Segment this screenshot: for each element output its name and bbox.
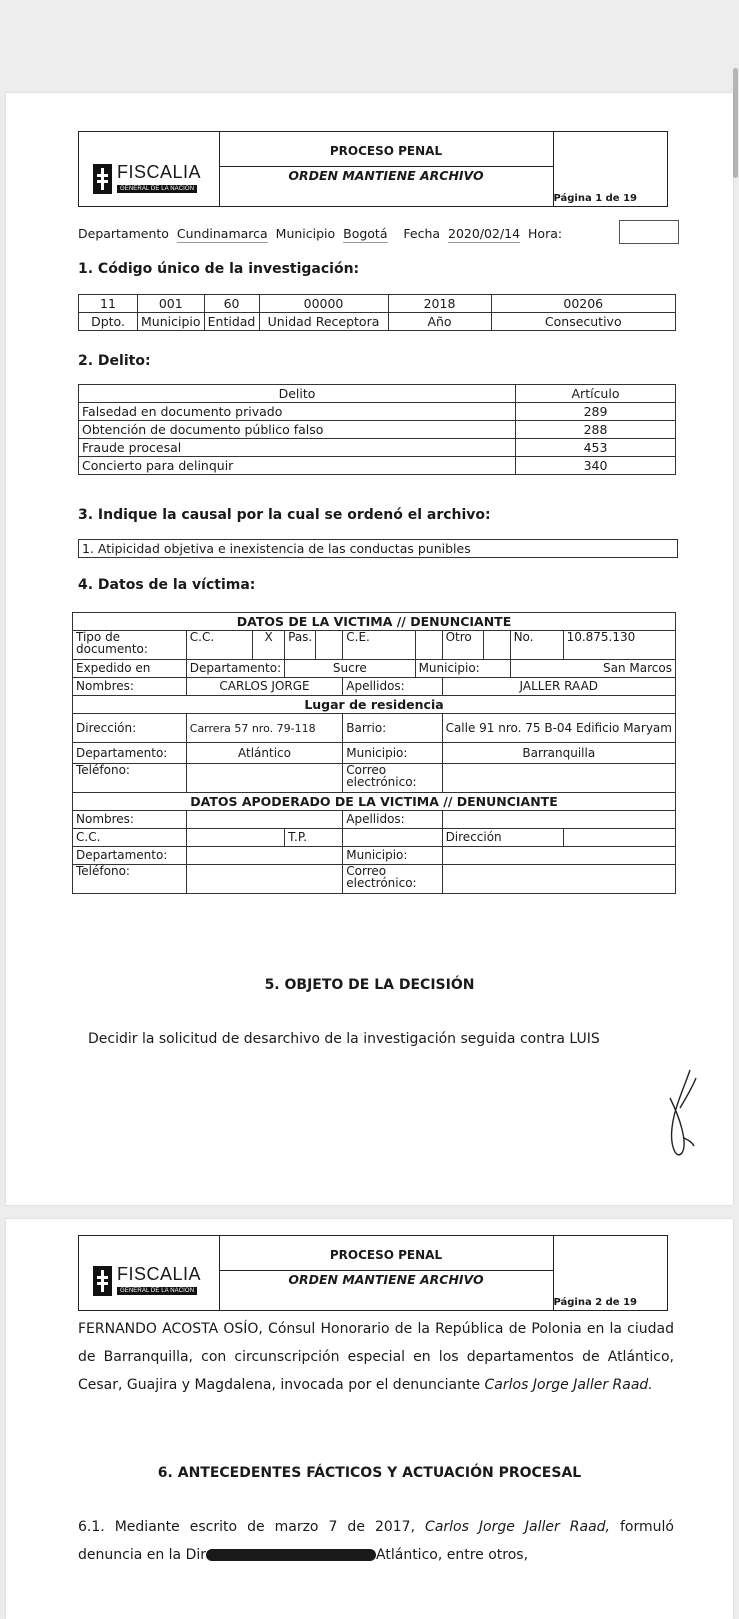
document-header: [78, 131, 668, 207]
header-orden: ORDEN MANTIENE ARCHIVO: [288, 168, 484, 183]
apoderado-mun-label: Municipio:: [343, 847, 442, 865]
paragraph-1: [78, 1315, 674, 1399]
logo-word-2: FISCALIA: [117, 1264, 202, 1284]
delito-row: [79, 421, 676, 439]
logo-subtitle-2: GENERAL DE LA NACION: [117, 1287, 197, 1295]
delito-table: [78, 384, 676, 475]
expedido-mun-label: Municipio:: [415, 660, 510, 678]
apoderado-tp-label: T.P.: [285, 829, 343, 847]
document-page-1: [6, 93, 733, 1205]
delito-row: [79, 403, 676, 421]
codigo-labels-row: [79, 313, 676, 331]
section-5-title: 5. OBJETO DE LA DECISIÓN: [264, 977, 475, 993]
tipo-doc-label: Tipo de documento:: [73, 631, 187, 660]
ce-label: C.E.: [343, 631, 415, 660]
nombres-value: CARLOS JORGE: [186, 678, 342, 696]
cc-label: C.C.: [186, 631, 252, 660]
apoderado-direccion-label: Dirección: [442, 829, 563, 847]
residencia-title: Lugar de residencia: [73, 696, 676, 714]
apoderado-telefono-label: Teléfono:: [73, 865, 187, 894]
codigo-value: 001: [138, 295, 205, 313]
apoderado-cc-label: C.C.: [73, 829, 187, 847]
apoderado-dep-row: [73, 847, 676, 865]
delito-articulo: 453: [516, 439, 676, 457]
fiscalia-logo-2: [93, 1266, 217, 1302]
codigo-label: Consecutivo: [491, 313, 675, 331]
codigo-label: Dpto.: [79, 313, 138, 331]
delito-name: Obtención de documento público falso: [79, 421, 516, 439]
apellidos-value: JALLER RAAD: [442, 678, 675, 696]
page-number-2: Página 2 de 19: [553, 1297, 637, 1308]
signature-mark: [662, 1068, 702, 1163]
expedido-row: [73, 660, 676, 678]
expedido-dep-value: Sucre: [285, 660, 415, 678]
expedido-mun-value: San Marcos: [510, 660, 675, 678]
direccion-row: [73, 714, 676, 743]
objeto-text: Decidir la solicitud de desarchivo de la investigación seguida contra LUIS: [88, 1031, 600, 1047]
delito-articulo: 340: [516, 457, 676, 475]
apoderado-nombres-row: [73, 811, 676, 829]
delito-col-header: Delito: [79, 385, 516, 403]
residencia-dep-row: [73, 743, 676, 764]
telefono-label: Teléfono:: [73, 764, 187, 793]
delito-row: [79, 439, 676, 457]
apoderado-telefono-row: [73, 865, 676, 894]
telefono-row: [73, 764, 676, 793]
logo-cell-2: [79, 1236, 220, 1310]
articulo-col-header: Artículo: [516, 385, 676, 403]
section-2-title: 2. Delito:: [78, 353, 151, 369]
section-4-title: 4. Datos de la víctima:: [78, 577, 256, 593]
documento-numero: 10.875.130: [563, 631, 675, 660]
codigo-label: Entidad: [204, 313, 259, 331]
codigo-label: Municipio: [138, 313, 205, 331]
page-number: Página 1 de 19: [553, 193, 637, 204]
apoderado-nombres-label: Nombres:: [73, 811, 187, 829]
apoderado-dep-label: Departamento:: [73, 847, 187, 865]
cc-mark: X: [252, 631, 284, 660]
barrio-label: Barrio:: [343, 714, 442, 743]
section-3-title: 3. Indique la causal por la cual se ordenó el archivo:: [78, 507, 491, 523]
p61-name: Carlos Jorge Jaller Raad,: [425, 1519, 610, 1535]
p61-text-d: Atlántico, entre otros,: [376, 1547, 529, 1563]
causal-box: [78, 539, 678, 558]
codigo-value: 11: [79, 295, 138, 313]
p61-text-c: denuncia en la Dir: [78, 1547, 207, 1563]
residencia-dep-value: Atlántico: [186, 743, 342, 764]
apellidos-label: Apellidos:: [343, 678, 442, 696]
delito-articulo: 289: [516, 403, 676, 421]
pas-label: Pas.: [285, 631, 316, 660]
departamento-value: Cundinamarca: [176, 226, 268, 241]
delito-articulo: 288: [516, 421, 676, 439]
direccion-value: Carrera 57 nro. 79-118: [186, 714, 342, 743]
correo-label: Correo electrónico:: [343, 764, 442, 793]
expedido-label: Expedido en: [73, 660, 187, 678]
apoderado-correo-label: Correo electrónico:: [343, 865, 442, 894]
fiscalia-logo: [93, 164, 217, 200]
logo-word: FISCALIA: [117, 162, 202, 182]
apoderado-cc-row: [73, 829, 676, 847]
codigo-value: 00206: [491, 295, 675, 313]
apoderado-title: DATOS APODERADO DE LA VICTIMA // DENUNCIANTE: [73, 793, 676, 811]
paragraph-6-1: [78, 1513, 674, 1569]
departamento-label: Departamento: [78, 226, 169, 241]
hora-box: [619, 220, 679, 244]
redaction-bar: [206, 1549, 376, 1561]
otro-label: Otro: [442, 631, 483, 660]
fecha-label: Fecha: [403, 226, 441, 241]
document-page-2: [6, 1219, 733, 1619]
p61-text-a: 6.1. Mediante escrito de marzo 7 de 2017,: [78, 1519, 416, 1535]
delito-name: Fraude procesal: [79, 439, 516, 457]
header-title-cell: [219, 132, 554, 206]
residencia-mun-value: Barranquilla: [442, 743, 675, 764]
victima-title: DATOS DE LA VICTIMA // DENUNCIANTE: [73, 613, 676, 631]
document-header-2: [78, 1235, 668, 1311]
delito-header-row: [79, 385, 676, 403]
header-proceso: PROCESO PENAL: [329, 144, 443, 158]
victima-table: [72, 612, 676, 894]
section-1-title: 1. Código único de la investigación:: [78, 261, 360, 277]
header-proceso-2: PROCESO PENAL: [329, 1248, 443, 1262]
codigo-values-row: [79, 295, 676, 313]
nombres-row: [73, 678, 676, 696]
codigo-value: 60: [204, 295, 259, 313]
paragraph-1-name: Carlos Jorge Jaller Raad.: [484, 1377, 653, 1393]
codigo-table: [78, 294, 676, 331]
logo-subtitle: GENERAL DE LA NACION: [117, 185, 197, 193]
residencia-mun-label: Municipio:: [343, 743, 442, 764]
codigo-value: 2018: [388, 295, 491, 313]
no-label: No.: [510, 631, 563, 660]
fecha-value: 2020/02/14: [448, 226, 521, 241]
header-title-cell-2: [219, 1236, 554, 1310]
direccion-label: Dirección:: [73, 714, 187, 743]
tipo-doc-row: [73, 631, 676, 660]
hora-label: Hora:: [528, 226, 563, 241]
barrio-value: Calle 91 nro. 75 B-04 Edificio Maryam: [442, 714, 675, 743]
municipio-value: Bogotá: [343, 226, 388, 241]
causal-text: 1. Atipicidad objetiva e inexistencia de las conductas punibles: [79, 540, 678, 558]
codigo-label: Año: [388, 313, 491, 331]
apoderado-apellidos-label: Apellidos:: [343, 811, 442, 829]
codigo-value: 00000: [259, 295, 388, 313]
delito-name: Falsedad en documento privado: [79, 403, 516, 421]
fiscalia-emblem-icon: [93, 164, 112, 194]
expedido-dep-label: Departamento:: [186, 660, 284, 678]
section-6-title: 6. ANTECEDENTES FÁCTICOS Y ACTUACIÓN PROCESAL: [157, 1465, 582, 1481]
nombres-label: Nombres:: [73, 678, 187, 696]
residencia-dep-label: Departamento:: [73, 743, 187, 764]
p61-text-b: formuló: [620, 1519, 674, 1535]
fiscalia-emblem-icon: [93, 1266, 112, 1296]
paragraph-1-text: FERNANDO ACOSTA OSÍO, Cónsul Honorario de la República de Polonia en la ciudad de Barranquilla, con circunscripción especial en los departamentos de Atlántico, Cesar, Guajira y Magdalena, invocada por el denunciante: [78, 1321, 674, 1393]
delito-row: [79, 457, 676, 475]
delito-name: Concierto para delinquir: [79, 457, 516, 475]
logo-cell: [79, 132, 220, 206]
municipio-label: Municipio: [275, 226, 336, 241]
info-line: [78, 226, 562, 241]
header-orden-2: ORDEN MANTIENE ARCHIVO: [288, 1272, 484, 1287]
codigo-label: Unidad Receptora: [259, 313, 388, 331]
scrollbar[interactable]: [733, 68, 738, 178]
